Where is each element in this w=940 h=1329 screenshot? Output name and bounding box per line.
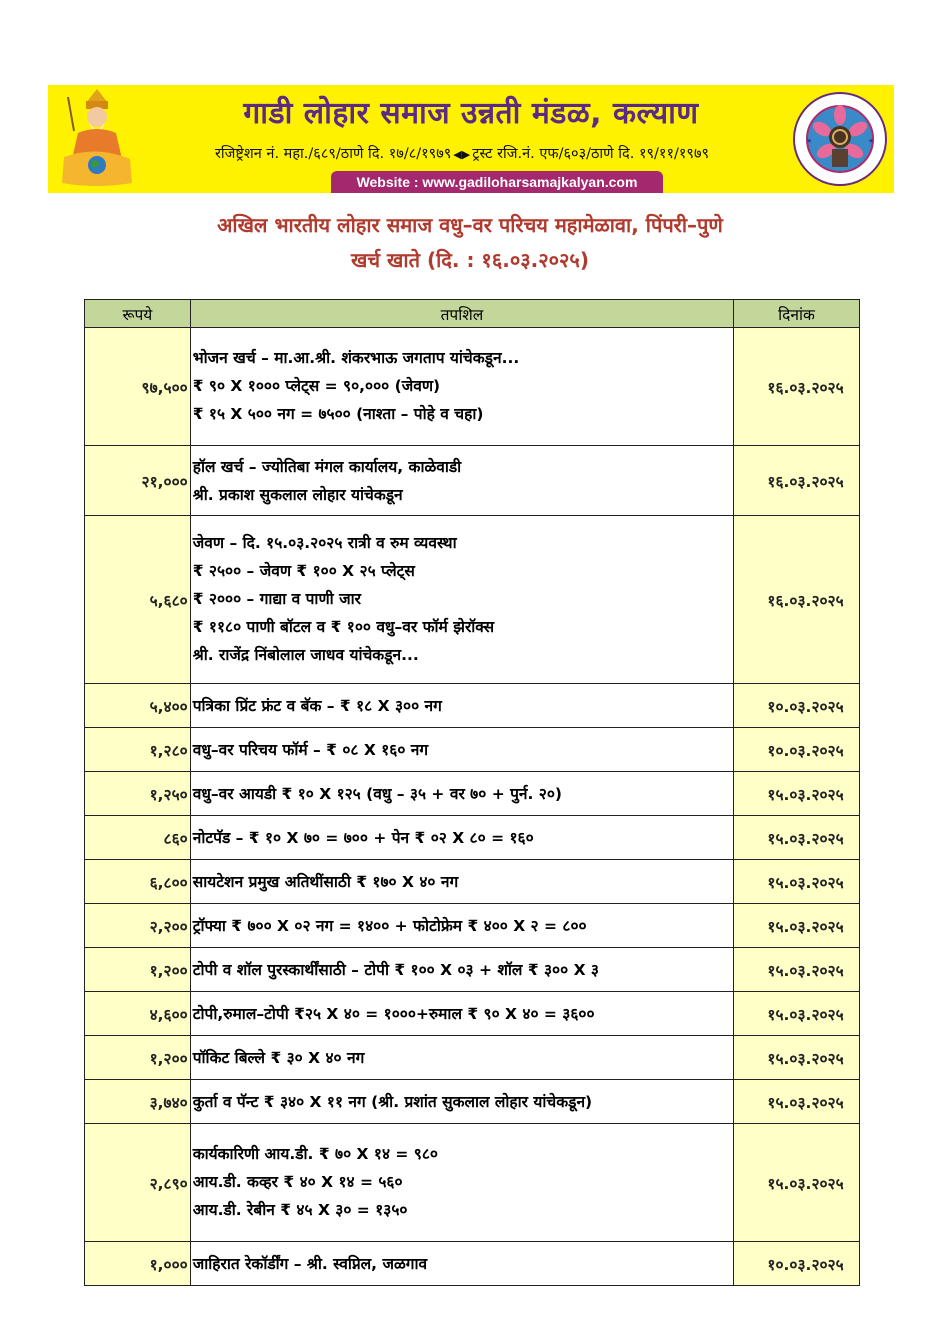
details-cell — [190, 904, 733, 948]
table-row — [85, 516, 860, 684]
amount-cell: १,२०० — [85, 948, 191, 992]
date-cell: १५.०३.२०२५ — [734, 1124, 860, 1242]
amount-cell: ५,६८० — [85, 516, 191, 684]
date-cell: १५.०३.२०२५ — [734, 1080, 860, 1124]
amount-cell: १,२८० — [85, 728, 191, 772]
amount-cell: ४,६०० — [85, 992, 191, 1036]
detail-line: कार्यकारिणी आय.डी. ₹ ७० X १४ = ९८० — [192, 1144, 438, 1163]
detail-line: आय.डी. कव्हर ₹ ४० X १४ = ५६० — [192, 1172, 403, 1191]
table-row — [85, 328, 860, 446]
amount-cell: १,००० — [85, 1242, 191, 1286]
detail-line: नोटपॅड – ₹ १० X ७० = ७०० + पेन ₹ ०२ X ८० = १६० — [192, 828, 534, 847]
details-cell — [190, 684, 733, 728]
date-cell: १५.०३.२०२५ — [734, 816, 860, 860]
svg-text:★: ★ — [806, 137, 813, 145]
date-cell: १०.०३.२०२५ — [734, 728, 860, 772]
details-cell — [190, 948, 733, 992]
detail-line: हॉल खर्च – ज्योतिबा मंगल कार्यालय, काळेवाडी — [192, 457, 462, 476]
amount-cell: ३,७४० — [85, 1080, 191, 1124]
table-row — [85, 992, 860, 1036]
detail-line: पॉकिट बिल्ले ₹ ३० X ४० नग — [192, 1048, 365, 1067]
date-cell: १०.०३.२०२५ — [734, 684, 860, 728]
amount-cell: १,२०० — [85, 1036, 191, 1080]
date-cell: १५.०३.२०२५ — [734, 1036, 860, 1080]
column-header-details: तपशिल — [190, 300, 733, 328]
detail-line: ट्रॉफ्या ₹ ७०० X ०२ नग = १४०० + फोटोफ्रेम ₹ ४०० X २ = ८०० — [192, 916, 587, 935]
expense-table — [84, 299, 860, 1286]
date-cell: १५.०३.२०२५ — [734, 860, 860, 904]
table-row — [85, 684, 860, 728]
amount-cell: ५,४०० — [85, 684, 191, 728]
details-cell — [190, 1036, 733, 1080]
date-cell: १५.०३.२०२५ — [734, 992, 860, 1036]
details-cell — [190, 1080, 733, 1124]
detail-line: टोपी,रुमाल–टोपी ₹२५ X ४० = १०००+रुमाल ₹ ९० X ४० = ३६०० — [192, 1004, 595, 1023]
date-cell: १५.०३.२०२५ — [734, 772, 860, 816]
vishwakarma-deity-icon — [56, 89, 138, 189]
details-cell — [190, 860, 733, 904]
table-row — [85, 904, 860, 948]
detail-line: भोजन खर्च – मा.आ.श्री. शंकरभाऊ जगताप यांचेकडून... — [192, 348, 520, 367]
column-header-amount: रूपये — [85, 300, 191, 328]
amount-cell: २१,००० — [85, 446, 191, 516]
organization-emblem-icon — [792, 91, 888, 187]
amount-cell: २,८९० — [85, 1124, 191, 1242]
organization-name: गाडी लोहार समाज उन्नती मंडळ, कल्याण — [243, 96, 699, 131]
detail-line: जेवण – दि. १५.०३.२०२५ रात्री व रुम व्यवस्था — [192, 533, 457, 552]
date-cell: १५.०३.२०२५ — [734, 948, 860, 992]
table-header-row — [85, 300, 860, 328]
details-cell — [190, 516, 733, 684]
details-cell — [190, 328, 733, 446]
ledger-title: खर्च खाते (दि. : १६.०३.२०२५) — [351, 248, 589, 272]
date-cell: १५.०३.२०२५ — [734, 904, 860, 948]
details-cell — [190, 446, 733, 516]
table-row — [85, 816, 860, 860]
table-row — [85, 1080, 860, 1124]
table-row — [85, 1242, 860, 1286]
details-cell — [190, 816, 733, 860]
date-cell: १६.०३.२०२५ — [734, 328, 860, 446]
detail-line: कुर्ता व पॅन्ट ₹ ३४० X ११ नग (श्री. प्रशांत सुकलाल लोहार यांचेकडून) — [192, 1092, 593, 1111]
details-cell — [190, 772, 733, 816]
table-row — [85, 772, 860, 816]
detail-line: पत्रिका प्रिंट फ्रंट व बॅक – ₹ १८ X ३०० नग — [192, 696, 442, 715]
separator-arrows: ◀▶ — [453, 148, 471, 161]
table-row — [85, 860, 860, 904]
detail-line: वधु–वर आयडी ₹ १० X १२५ (वधु – ३५ + वर ७० + पुर्न. २०) — [192, 784, 562, 803]
table-row — [85, 1124, 860, 1242]
amount-cell: ६,८०० — [85, 860, 191, 904]
website-link[interactable]: Website : www.gadiloharsamajkalyan.com — [331, 171, 663, 193]
detail-line: टोपी व शॉल पुरस्कार्थींसाठी – टोपी ₹ १०० X ०३ + शॉल ₹ ३०० X ३ — [192, 960, 599, 979]
detail-line: ₹ २५०० – जेवण ₹ १०० X २५ प्लेट्स — [192, 561, 415, 580]
detail-line: सायटेशन प्रमुख अतिथींसाठी ₹ १७० X ४० नग — [192, 872, 459, 891]
date-cell: १६.०३.२०२५ — [734, 446, 860, 516]
amount-cell: २,२०० — [85, 904, 191, 948]
table-row — [85, 728, 860, 772]
detail-line: ₹ १५ X ५०० नग = ७५०० (नाश्ता – पोहे व चहा) — [192, 404, 484, 423]
amount-cell: ८६० — [85, 816, 191, 860]
trust-registration: ट्रस्ट रजि.नं. एफ/६०३/ठाणे दि. १९/११/१९७९ — [472, 146, 710, 162]
details-cell — [190, 728, 733, 772]
detail-line: ₹ २००० – गाद्या व पाणी जार — [192, 589, 361, 608]
amount-cell: १,२५० — [85, 772, 191, 816]
event-title: अखिल भारतीय लोहार समाज वधु–वर परिचय महामेळावा, पिंपरी–पुणे — [217, 213, 723, 237]
detail-line: जाहिरात रेकॉर्डींग – श्री. स्वप्निल, जळगाव — [192, 1254, 428, 1273]
detail-line: श्री. राजेंद्र निंबोलाल जाधव यांचेकडून... — [192, 645, 419, 664]
registration-number: रजिष्ट्रेशन नं. महा./६८९/ठाणे दि. १७/८/१९७९ — [214, 146, 452, 162]
detail-line: श्री. प्रकाश सुकलाल लोहार यांचेकडून — [192, 485, 403, 504]
column-header-date: दिनांक — [734, 300, 860, 328]
details-cell — [190, 1124, 733, 1242]
header-banner — [48, 85, 894, 193]
detail-line: वधु–वर परिचय फॉर्म – ₹ ०८ X १६० नग — [192, 740, 429, 759]
svg-text:★: ★ — [868, 137, 875, 145]
detail-line: ₹ ११८० पाणी बॉटल व ₹ १०० वधु–वर फॉर्म झेरॉक्स — [192, 617, 495, 636]
table-row — [85, 1036, 860, 1080]
detail-line: ₹ ९० X १००० प्लेट्स = ९०,००० (जेवण) — [192, 376, 441, 395]
details-cell — [190, 992, 733, 1036]
amount-cell: ९७,५०० — [85, 328, 191, 446]
table-row — [85, 446, 860, 516]
table-row — [85, 948, 860, 992]
date-cell: १०.०३.२०२५ — [734, 1242, 860, 1286]
details-cell — [190, 1242, 733, 1286]
detail-line: आय.डी. रेबीन ₹ ४५ X ३० = १३५० — [192, 1200, 408, 1219]
registration-line — [130, 143, 794, 163]
date-cell: १६.०३.२०२५ — [734, 516, 860, 684]
